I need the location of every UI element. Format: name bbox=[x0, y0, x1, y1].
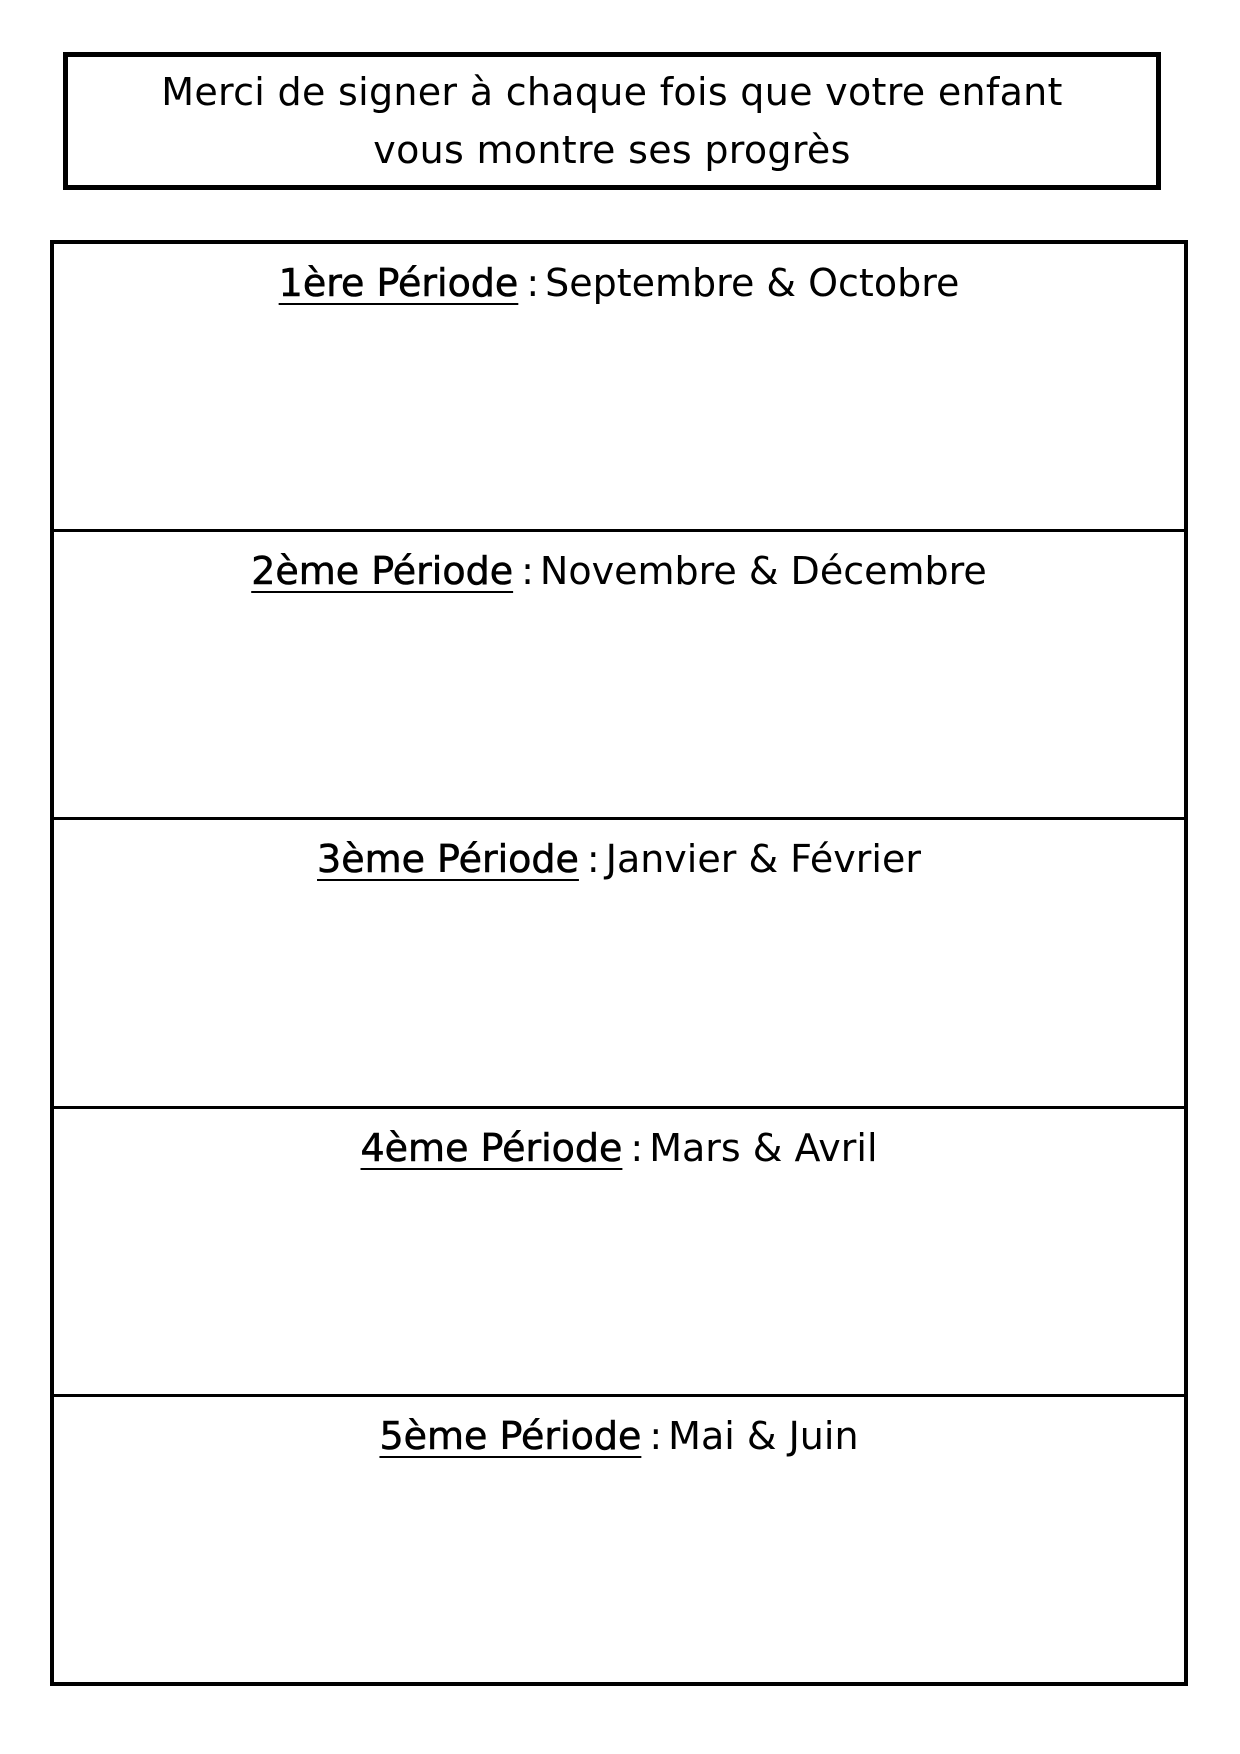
period-row-3 bbox=[54, 820, 1184, 1108]
period-label: 3ème Période bbox=[317, 837, 579, 882]
period-months: Mars & Avril bbox=[649, 1125, 878, 1170]
period-months: Septembre & Octobre bbox=[545, 261, 960, 305]
period-row-4 bbox=[54, 1109, 1184, 1397]
period-row-2 bbox=[54, 532, 1184, 820]
period-separator: : bbox=[630, 1125, 644, 1170]
period-heading bbox=[54, 260, 1184, 306]
period-heading bbox=[54, 1413, 1184, 1459]
period-separator: : bbox=[521, 549, 534, 594]
signature-area-1[interactable] bbox=[54, 324, 1184, 529]
period-separator: : bbox=[526, 261, 540, 305]
instructions-line-1: Merci de signer à chaque fois que votre enfant bbox=[161, 70, 1063, 114]
period-heading bbox=[54, 836, 1184, 882]
instructions-line-2: vous montre ses progrès bbox=[373, 128, 851, 172]
period-label: 2ème Période bbox=[251, 549, 514, 594]
period-months: Novembre & Décembre bbox=[539, 549, 987, 594]
period-row-5 bbox=[54, 1397, 1184, 1682]
period-label: 4ème Période bbox=[360, 1125, 623, 1170]
period-label: 5ème Période bbox=[379, 1413, 642, 1458]
period-separator: : bbox=[649, 1413, 663, 1458]
signature-area-3[interactable] bbox=[54, 900, 1184, 1105]
period-heading bbox=[54, 1125, 1184, 1171]
period-heading bbox=[54, 548, 1184, 594]
periods-table bbox=[50, 240, 1188, 1686]
period-months: Janvier & Février bbox=[605, 837, 921, 882]
instructions-box bbox=[63, 52, 1161, 190]
period-label: 1ère Période bbox=[278, 261, 519, 305]
period-separator: : bbox=[586, 837, 600, 882]
signature-area-5[interactable] bbox=[54, 1477, 1184, 1682]
signature-area-4[interactable] bbox=[54, 1189, 1184, 1394]
period-row-1 bbox=[54, 244, 1184, 532]
period-months: Mai & Juin bbox=[668, 1413, 859, 1458]
signature-area-2[interactable] bbox=[54, 612, 1184, 817]
